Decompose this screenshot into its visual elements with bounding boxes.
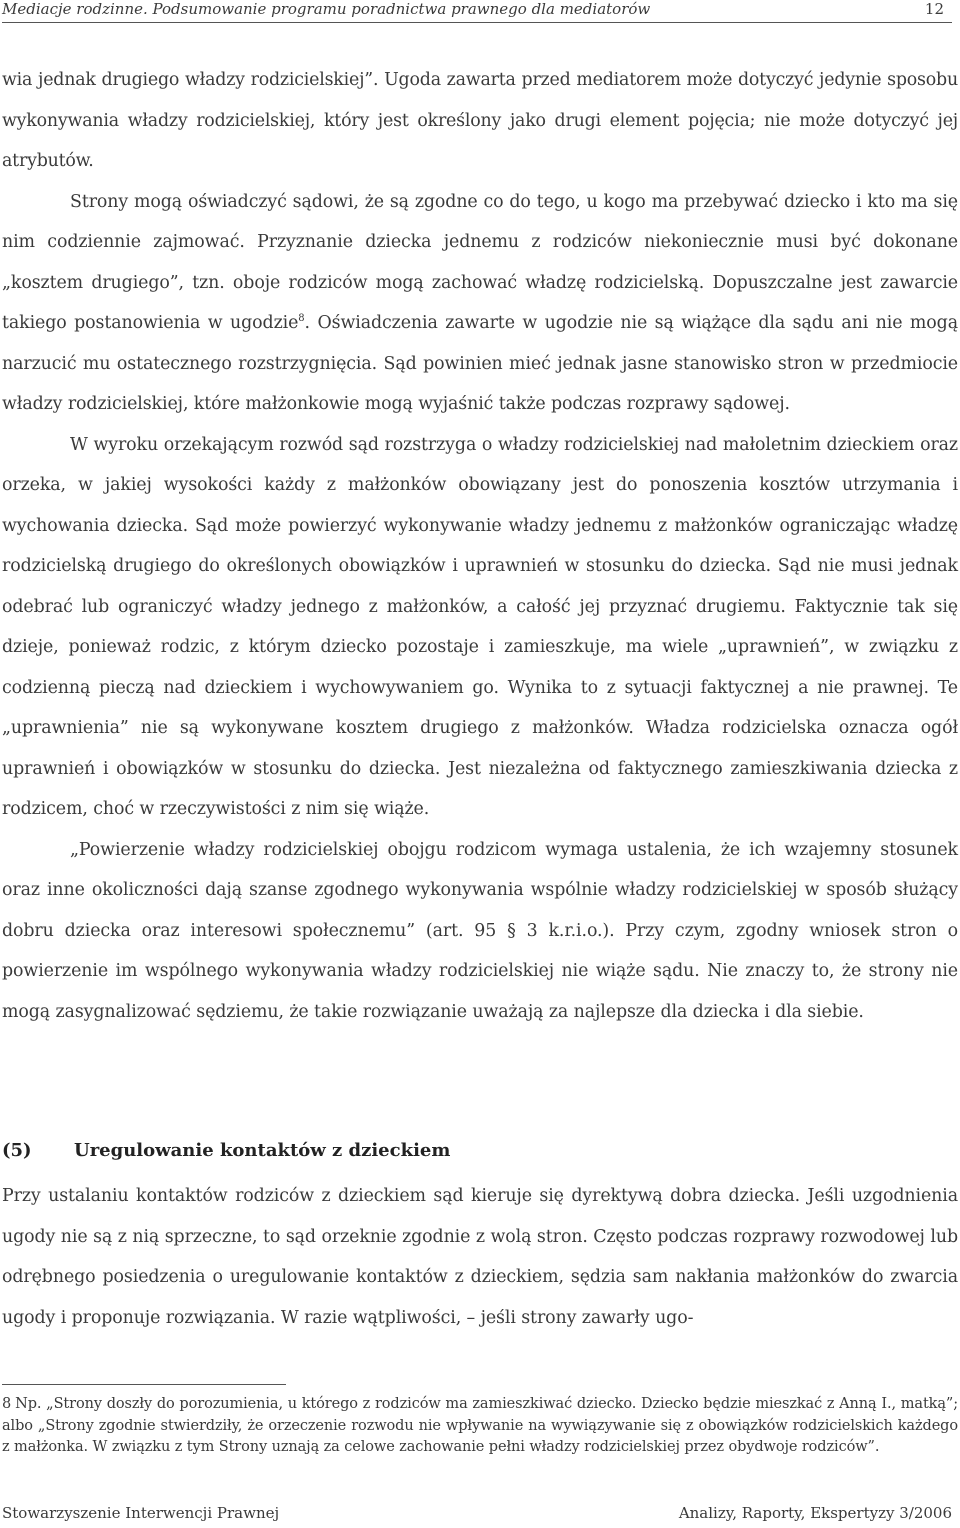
page-header xyxy=(2,0,952,23)
footer-organization: Stowarzyszenie Interwencji Prawnej xyxy=(2,1504,280,1522)
paragraph xyxy=(2,182,958,425)
paragraph-text: . Oświadczenia zawarte w ugodzie nie są wiążące dla sądu ani nie mogą narzucić mu ostatecznego rozstrzygnięcia. Sąd powinien mieć jednak jasne stanowisko stron w przedmiocie władzy rodzicielskiej, które małżonkowie mogą wyjaśnić także podczas rozprawy sądowej. xyxy=(2,313,958,414)
page-number: 12 xyxy=(924,0,944,18)
footnote xyxy=(2,1394,958,1459)
paragraph: wia jednak drugiego władzy rodzicielskiej”. Ugoda zawarta przed mediatorem może dotyczyć jedynie sposobu wykonywania władzy rodzicielskiej, który jest określony jako drugi element pojęcia; nie może dotyczyć jej atrybutów. xyxy=(2,70,958,171)
footnote-mark: 8 xyxy=(2,1396,12,1412)
footnote-text: Np. „Strony doszły do porozumienia, u którego z rodziców ma zamieszkiwać dziecko. Dziecko będzie mieszkać z Anną I., matką”; albo „Strony zgodnie stwierdziły, że orzeczenie rozwodu nie wpływanie na wywiązywanie się z obowiązków rodzicielskich każdego z małżonka. W związku z tym Strony uznają za celowe zachowanie pełni władzy rodzicielskiej przez obydwoje rodziców”. xyxy=(2,1396,958,1455)
paragraph: W wyroku orzekającym rozwód sąd rozstrzyga o władzy rodzicielskiej nad małoletnim dzieckiem oraz orzeka, w jakiej wysokości każdy z małżonków obowiązany jest do ponoszenia kosztów utrzymania i wychowania dziecka. Sąd może powierzyć wykonywanie władzy jednemu z małżonków ograniczając władzę rodzicielską drugiego do określonych obowiązków i uprawnień w stosunku do dziecka. Sąd nie musi jednak odebrać lub ograniczyć władzy jednego z małżonków, a całość jej przyznać drugiemu. Faktycznie tak się dzieje, ponieważ rodzic, z którym dziecko pozostaje i zamieszkuje, ma wiele „uprawnień”, w związku z codzienną pieczą nad dzieckiem i wychowywaniem go. Wynika to z sytuacji faktycznej a nie prawnej. Te „uprawnienia” nie są wykonywane kosztem drugiego z małżonków. Władza rodzicielska oznacza ogół uprawnień i obowiązków w stosunku do dziecka. Jest niezależna od faktycznego zamieszkiwania dziecka z rodzicem, choć w rzeczywistości z nim się wiąże. xyxy=(2,434,958,819)
main-text xyxy=(2,60,958,1032)
section-heading xyxy=(2,1140,450,1161)
paragraph: „Powierzenie władzy rodzicielskiej obojgu rodzicom wymaga ustalenia, że ich wzajemny stosunek oraz inne okoliczności dają szanse zgodnego wykonywania wspólnie władzy rodzicielskiej w sposób służący dobru dziecka oraz interesowi społecznemu” (art. 95 § 3 k.r.i.o.). Przy czym, zgodny wniosek stron o powierzenie im wspólnego wykonywania władzy rodzicielskiej nie wiąże sądu. Nie znaczy to, że strony nie mogą zasygnalizować sędziemu, że takie rozwiązanie uważają za najlepsze dla dziecka i dla siebie. xyxy=(2,839,958,1022)
section-number: (5) xyxy=(2,1140,32,1161)
paragraph: Przy ustalaniu kontaktów rodziców z dzieckiem sąd kieruje się dyrektywą dobra dziecka. Jeśli uzgodnienia ugody nie są z nią sprzeczne, to sąd orzeknie zgodnie z wolą stron. Często podczas rozprawy rozwodowej lub odrębnego posiedzenia o uregulowanie kontaktów z dzieckiem, sędzia sam nakłania małżonków do zwarcia ugody i proponuje rozwiązania. W razie wątpliwości, – jeśli strony zawarły ugo- xyxy=(2,1186,958,1328)
footer-series: Analizy, Raporty, Ekspertyzy 3/2006 xyxy=(678,1504,952,1522)
paragraph-text: Strony mogą oświadczyć sądowi, że są zgodne co do tego, u kogo ma przebywać dziecko i kto ma się nim codziennie zajmować. Przyznanie dziecka jednemu z rodziców niekoniecznie musi być dokonane „kosztem drugiego”, tzn. oboje rodziców mogą zachować władzę rodzicielską. Dopuszczalne jest zawarcie takiego postanowienia w ugodzie xyxy=(2,191,958,333)
footnote-reference[interactable]: 8 xyxy=(298,313,305,325)
section-text xyxy=(2,1176,958,1338)
section-title: Uregulowanie kontaktów z dzieckiem xyxy=(74,1140,451,1161)
footnote-divider xyxy=(2,1384,286,1385)
header-title: Mediacje rodzinne. Podsumowanie programu poradnictwa prawnego dla mediatorów xyxy=(2,0,651,18)
